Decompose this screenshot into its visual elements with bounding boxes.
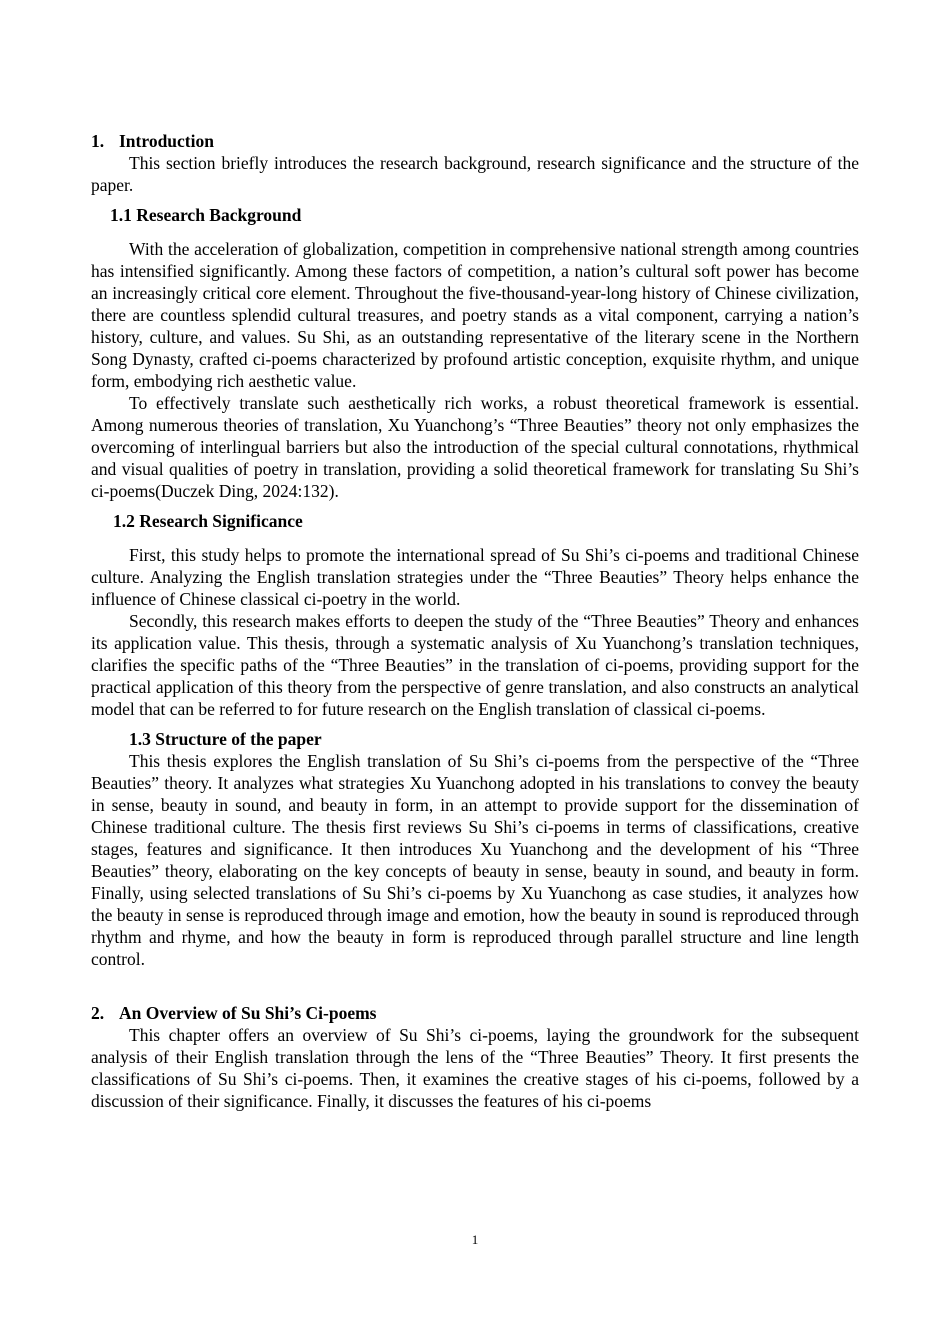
paragraph-background-1: With the acceleration of globalization, competition in comprehensive national strength among countries has intensified significantly. Among these factors of competition, a nation’s cultural soft power has become an increasingly critical core element. Throughout the five-thousand-year-long history of Chinese civilization, there are countless splendid cultural treasures, and poetry stands as a vital component, carrying a nation’s history, culture, and values. Su Shi, as an outstanding representative of the literary scene in the Northern Song Dynasty, crafted ci-poems characterized by profound artistic conception, exquisite rhythm, and unique form, embodying rich aesthetic value. [91,239,859,391]
subsection-heading-significance: 1.2 Research Significance [113,511,303,531]
subsection-heading-background: 1.1 Research Background [110,205,302,225]
paragraph-overview-1: This chapter offers an overview of Su Shi’s ci-poems, laying the groundwork for the subsequent analysis of their English translation through the lens of the “Three Beauties” Theory. It first presents the classifications of Su Shi’s ci-poems. Then, it examines the creative stages of his ci-poems, followed by a discussion of their significance. Finally, it discusses the features of his ci-poems [91,1025,859,1111]
paragraph-significance-1: First, this study helps to promote the international spread of Su Shi’s ci-poems and traditional Chinese culture. Analyzing the English translation strategies under the “Three Beauties” Theory helps enhance the influence of Chinese classical ci-poetry in the world. [91,545,859,609]
paragraph-structure-1: This thesis explores the English translation of Su Shi’s ci-poems from the perspective of the “Three Beauties” theory. It analyzes what strategies Xu Yuanchong adopted in his translations to convey the beauty in sense, beauty in sound, and beauty in form, in an attempt to provide support for the dissemination of Chinese traditional culture. The thesis first reviews Su Shi’s ci-poems in terms of classifications, creative stages, features and significance. It then introduces Xu Yuanchong and the development of his “Three Beauties” theory, elaborating on the key concepts of beauty in sense, beauty in sound, and beauty in form. Finally, using selected translations of Su Shi’s ci-poems by Xu Yuanchong as case studies, it analyzes how the beauty in sense is reproduced through image and emotion, how the beauty in sound is reproduced through rhythm and rhyme, and how the beauty in form is reproduced through parallel structure and line length control. [91,751,859,969]
paragraph-introduction: This section briefly introduces the research background, research significance and the structure of the paper. [91,153,859,195]
section-title: Introduction [119,131,214,151]
paragraph-significance-2: Secondly, this research makes efforts to deepen the study of the “Three Beauties” Theory and enhances its application value. This thesis, through a systematic analysis of Xu Yuanchong’s translation techniques, clarifies the specific paths of the “Three Beauties” in the translation of ci-poems, providing support for the practical application of this theory from the perspective of genre translation, and also constructs an analytical model that can be referred to for future research on the English translation of classical ci-poems. [91,611,859,719]
section-heading-introduction [91,130,859,152]
document-page [91,128,859,1112]
paragraph-background-2: To effectively translate such aesthetically rich works, a robust theoretical framework is essential. Among numerous theories of translation, Xu Yuanchong’s “Three Beauties” theory not only emphasizes the overcoming of interlingual barriers but also the introduction of the special cultural connotations, rhythmical and visual qualities of poetry in translation, providing a solid theoretical framework for translating Su Shi’s ci-poems(Duczek Ding, 2024:132). [91,393,859,501]
page-number: 1 [471,1232,479,1247]
section-title: An Overview of Su Shi’s Ci-poems [119,1003,377,1023]
section-heading-overview [91,1002,859,1024]
subsection-heading-structure: 1.3 Structure of the paper [129,729,322,749]
section-number: 2. [91,1003,105,1023]
section-number: 1. [91,131,105,151]
